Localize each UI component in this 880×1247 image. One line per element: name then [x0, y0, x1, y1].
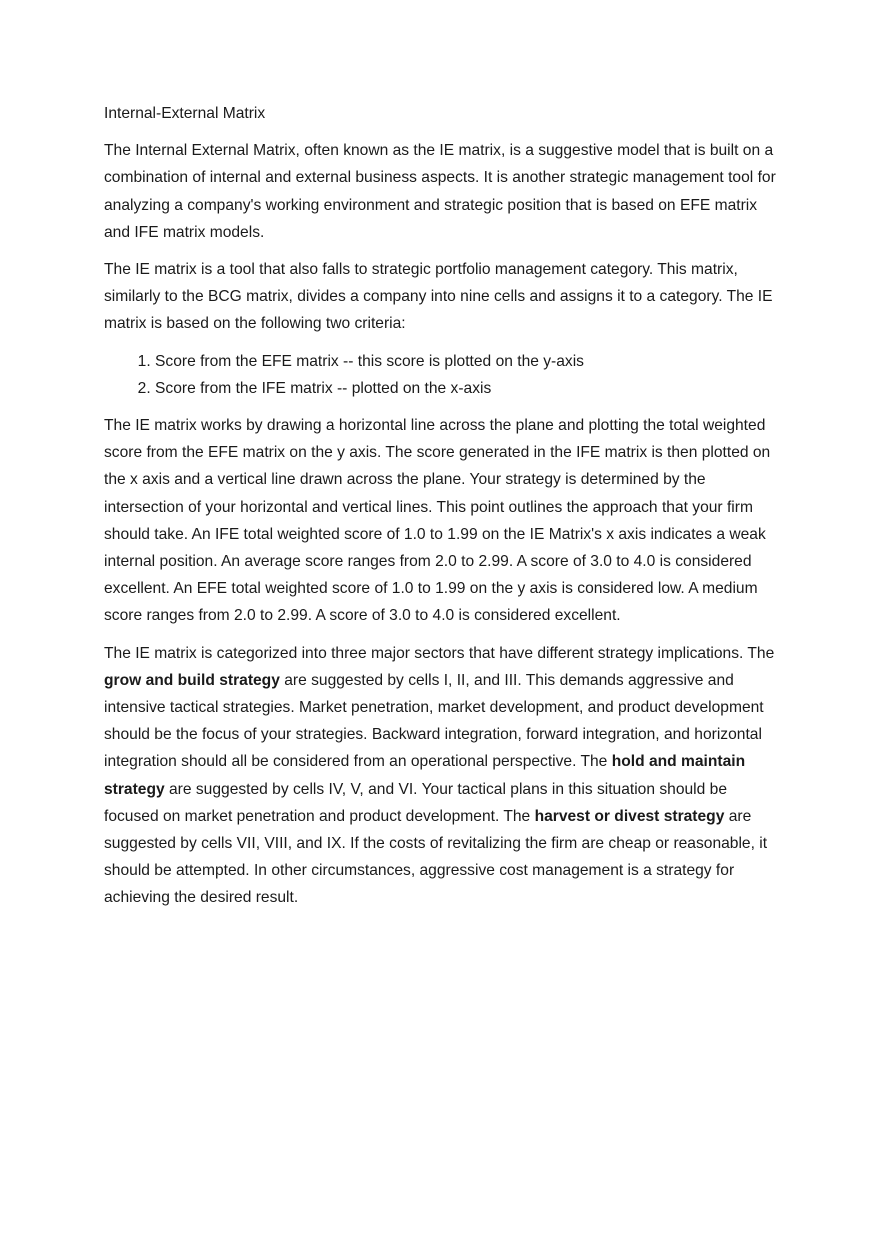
list-item: 1. Score from the EFE matrix -- this score is plotted on the y-axis [155, 348, 780, 375]
criteria-list [104, 348, 780, 402]
bold-term: harvest or divest strategy [534, 807, 725, 825]
text: are suggested by cells VII, VIII, and IX. If the costs of revitalizing the firm are cheap or reasonable, it should be attempted. In other circumstances, aggressive cost management is a strategy for achieving the desired result. [104, 807, 768, 907]
paragraph-method: The IE matrix works by drawing a horizontal line across the plane and plotting the total weighted score from the EFE matrix on the y axis. The score generated in the IFE matrix is then plotted on the x axis and a vertical line drawn across the plane. Your strategy is determined by the intersection of your horizontal and vertical lines. This point outlines the approach that your firm should take. An IFE total weighted score of 1.0 to 1.99 on the IE Matrix's x axis indicates a weak internal position. An average score ranges from 2.0 to 2.99. A score of 3.0 to 4.0 is considered excellent. An EFE total weighted score of 1.0 to 1.99 on the y axis is considered low. A medium score ranges from 2.0 to 2.99. A score of 3.0 to 4.0 is considered excellent. [104, 417, 771, 625]
document-title: Internal-External Matrix [104, 105, 266, 122]
text: are suggested by cells IV, V, and VI. Your tactical plans in this situation should be focused on market penetration and product development. The [104, 780, 727, 825]
document-page [104, 100, 780, 922]
paragraph-criteria-intro: The IE matrix is a tool that also falls to strategic portfolio management category. This matrix, similarly to the BCG matrix, divides a company into nine cells and assigns it to a category. The IE matrix is based on the following two criteria: [104, 261, 773, 333]
paragraph-intro: The Internal External Matrix, often known as the IE matrix, is a suggestive model that is built on a combination of internal and external business aspects. It is another strategic management tool for analyzing a company's working environment and strategic position that is based on EFE matrix and IFE matrix models. [104, 142, 776, 241]
text: The IE matrix is categorized into three major sectors that have different strategy implications. The [104, 644, 775, 662]
bold-term: grow and build strategy [104, 671, 280, 689]
bold-term: hold and maintain strategy [104, 753, 746, 798]
text: are suggested by cells I, II, and III. This demands aggressive and intensive tactical strategies. Market penetration, market development, and product development should be the focus of your strategies. Backward integration, forward integration, and horizontal integration should all be considered from an operational perspective. The [104, 671, 764, 771]
list-item: 2. Score from the IFE matrix -- plotted on the x-axis [155, 375, 780, 402]
paragraph-sectors [104, 640, 780, 912]
